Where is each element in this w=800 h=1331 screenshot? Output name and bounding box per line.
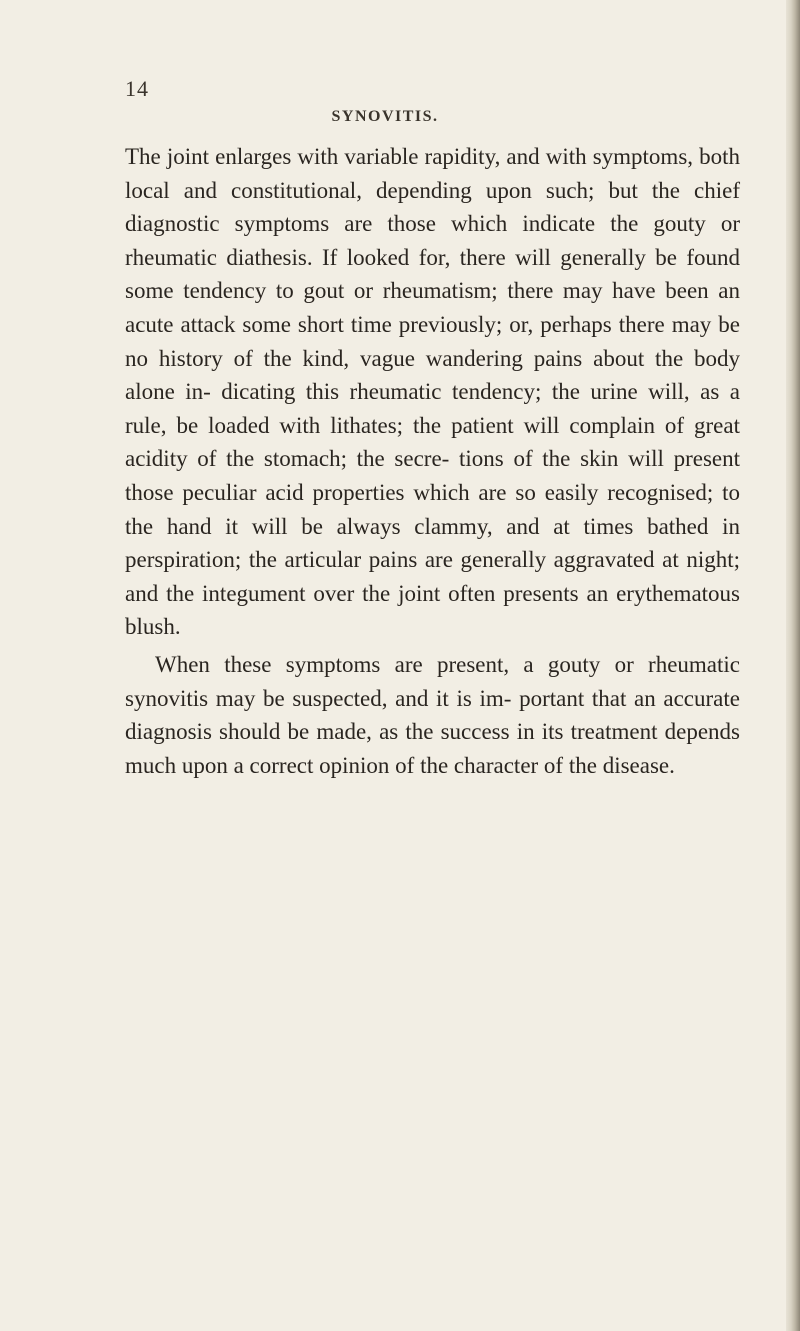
page-binding-edge	[786, 0, 800, 1331]
paragraph-2: When these symptoms are present, a gouty or rheumatic synovitis may be suspected, and it is im- portant that an accurate diagnosis should be made, as the success in its treatment depends much upon a correct opinion of the character of the disease.	[125, 651, 740, 778]
page-number: 14	[125, 76, 149, 101]
body-text	[125, 140, 740, 782]
paragraph-1: The joint enlarges with variable rapidity, and with symptoms, both local and constitutional, depending upon such; but the chief diagnostic symptoms are those which indicate the gouty or rheumatic diathesis. If looked for, there will generally be found some tendency to gout or rheumatism; there may have been an acute attack some short time previously; or, perhaps there may be no history of the kind, vague wandering pains about the body alone in- dicating this rheumatic tendency; the urine will, as a rule, be loaded with lithates; the patient will complain of great acidity of the stomach; the secre- tions of the skin will present those peculiar acid properties which are so easily recognised; to the hand it will be always clammy, and at times bathed in perspiration; the articular pains are generally aggravated at night; and the integument over the joint often presents an erythematous blush.	[125, 144, 740, 640]
running-head: SYNOVITIS.	[331, 108, 439, 125]
